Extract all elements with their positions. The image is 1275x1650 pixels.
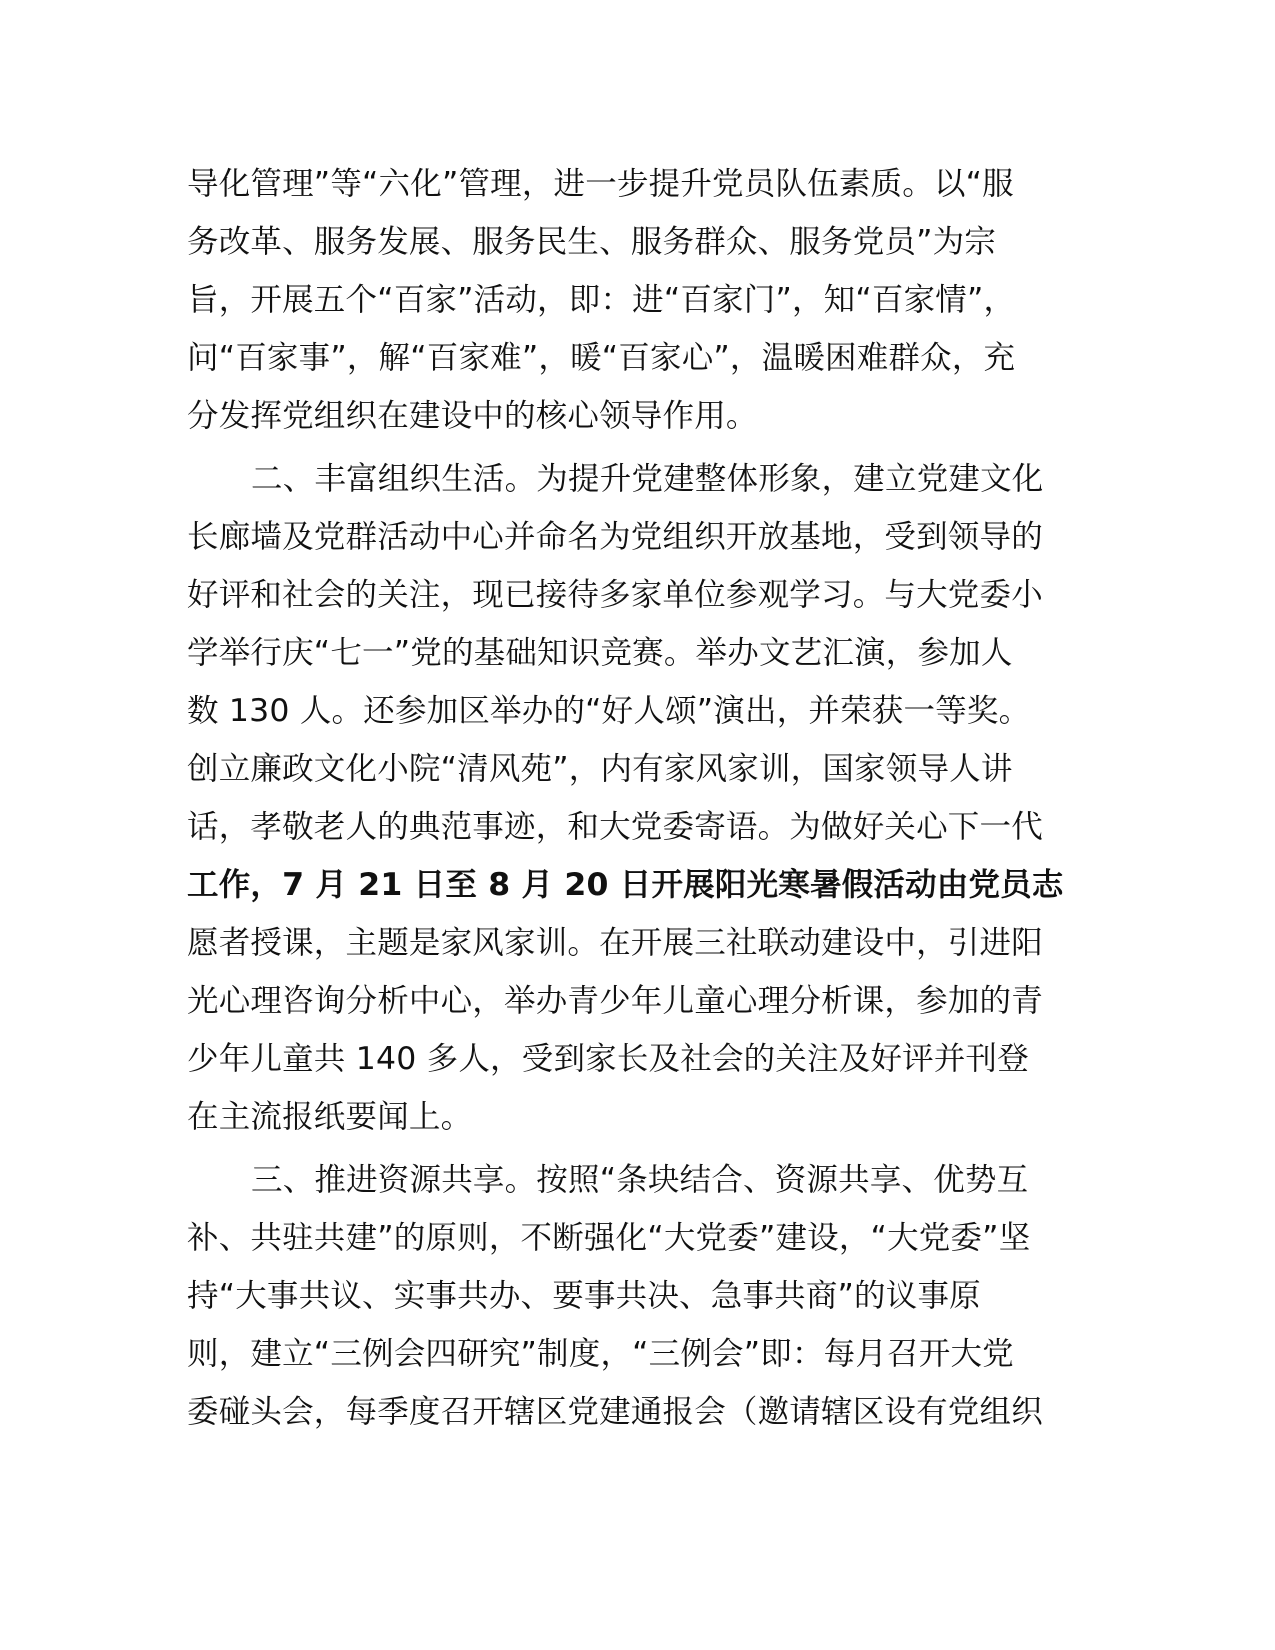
document-body <box>187 155 1087 1446</box>
text-line: 导化管理”等“六化”管理，进一步提升党员队伍素质。以“服 <box>187 166 1014 202</box>
text-line: 工作，7 月 21 日至 8 月 20 日开展阳光寒暑假活动由党员志 <box>187 867 1064 903</box>
text-line: 务改革、服务发展、服务民生、服务群众、服务党员”为宗 <box>187 224 997 260</box>
text-line: 旨，开展五个“百家”活动，即：进“百家门”，知“百家情”， <box>187 282 1016 318</box>
text-line: 补、共驻共建”的原则，不断强化“大党委”建设，“大党委”坚 <box>187 1220 1031 1256</box>
text-line: 愿者授课，主题是家风家训。在开展三社联动建设中，引进阳 <box>187 925 1043 961</box>
text-line: 好评和社会的关注，现已接待多家单位参观学习。与大党委小 <box>187 577 1043 613</box>
text-line: 长廊墙及党群活动中心并命名为党组织开放基地，受到领导的 <box>187 519 1043 555</box>
paragraph-2 <box>187 450 1087 1146</box>
text-line: 学举行庆“七一”党的基础知识竞赛。举办文艺汇演，参加人 <box>187 635 1013 671</box>
text-line: 三、推进资源共享。按照“条块结合、资源共享、优势互 <box>251 1162 1029 1198</box>
text-line: 则，建立“三例会四研究”制度，“三例会”即：每月召开大党 <box>187 1336 1014 1372</box>
text-line: 光心理咨询分析中心，举办青少年儿童心理分析课，参加的青 <box>187 983 1043 1019</box>
text-line: 话，孝敬老人的典范事迹，和大党委寄语。为做好关心下一代 <box>187 809 1043 845</box>
text-line: 数 130 人。还参加区举办的“好人颂”演出，并荣获一等奖。 <box>187 693 1031 729</box>
paragraph-1 <box>187 155 1087 445</box>
text-line: 分发挥党组织在建设中的核心领导作用。 <box>187 398 758 434</box>
text-line: 委碰头会，每季度召开辖区党建通报会（邀请辖区设有党组织 <box>187 1394 1043 1430</box>
text-line: 少年儿童共 140 多人，受到家长及社会的关注及好评并刊登 <box>187 1041 1029 1077</box>
paragraph-3 <box>187 1151 1087 1441</box>
text-line: 在主流报纸要闻上。 <box>187 1099 473 1135</box>
text-line: 持“大事共议、实事共办、要事共决、急事共商”的议事原 <box>187 1278 981 1314</box>
text-line: 二、丰富组织生活。为提升党建整体形象，建立党建文化 <box>251 461 1044 497</box>
text-line: 创立廉政文化小院“清风苑”，内有家风家训，国家领导人讲 <box>187 751 1013 787</box>
text-line: 问“百家事”，解“百家难”，暖“百家心”，温暖困难群众，充 <box>187 340 1016 376</box>
